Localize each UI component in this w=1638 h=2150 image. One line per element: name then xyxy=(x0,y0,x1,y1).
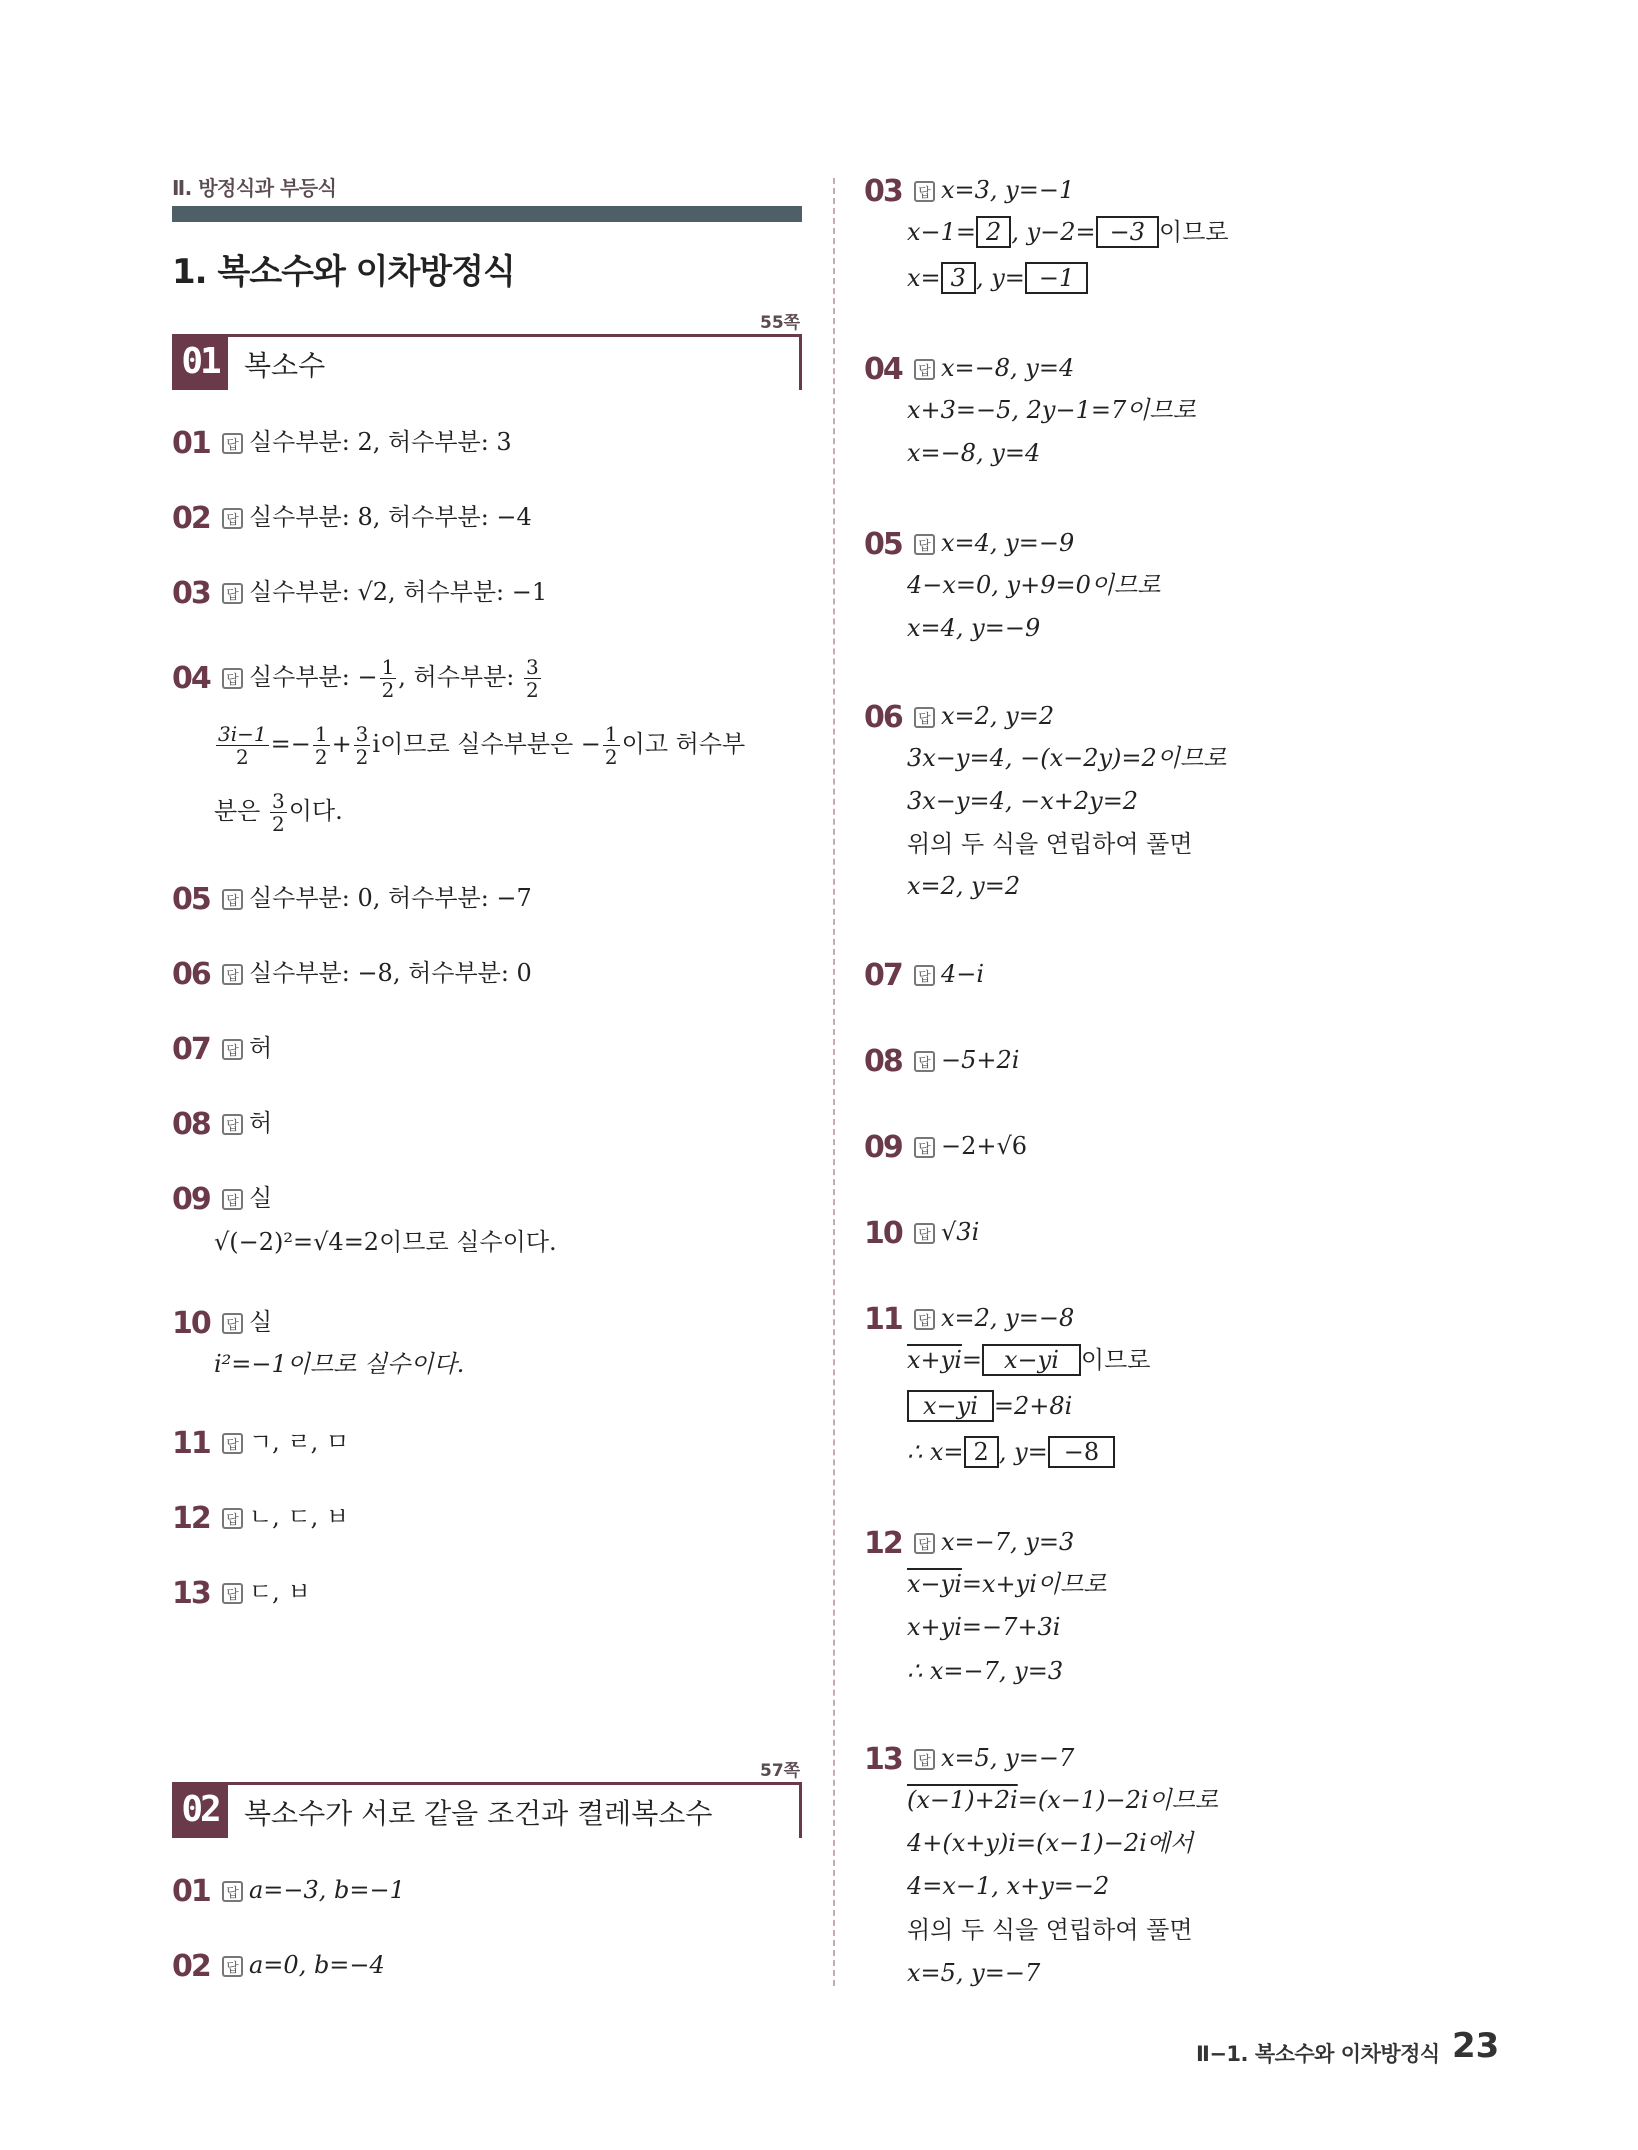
math-text: ∴ x= xyxy=(907,1438,964,1466)
unit-number: 01 xyxy=(172,334,228,390)
answer-icon: 답 xyxy=(222,1881,243,1902)
solution-line: 위의 두 식을 연립하여 풀면 xyxy=(907,830,1193,858)
answer-text: 4−i xyxy=(941,960,985,988)
fraction-denominator: 2 xyxy=(272,812,285,836)
solution-line: x=−8, y=4 xyxy=(907,439,1041,467)
math-text: = xyxy=(961,1346,982,1374)
item-number: 08 xyxy=(172,1106,210,1142)
fraction-denominator: 2 xyxy=(314,745,328,769)
solution-line xyxy=(907,1386,1072,1426)
answer-item xyxy=(172,1945,385,1987)
answer-item xyxy=(172,953,532,995)
math-text: 분은 xyxy=(214,797,268,825)
solution-line: 3x−y=4, −x+2y=2 xyxy=(907,787,1139,815)
fraction-numerator: 3 xyxy=(272,789,285,813)
item-number: 06 xyxy=(172,956,210,992)
answer-text: a=0, b=−4 xyxy=(249,1951,385,1979)
chapter-label: Ⅱ. 방정식과 부등식 xyxy=(172,176,337,200)
answer-text: x=−8, y=4 xyxy=(941,354,1075,382)
conjugate-expr: (x−1)+2i xyxy=(907,1786,1018,1814)
item-number: 13 xyxy=(172,1575,210,1611)
answer-icon: 답 xyxy=(222,1189,243,1210)
fraction-numerator: 1 xyxy=(314,722,328,746)
fraction-numerator: 1 xyxy=(604,722,618,746)
item-number: 05 xyxy=(864,526,902,562)
answer-icon: 답 xyxy=(914,707,935,728)
fraction-denominator: 2 xyxy=(526,678,539,702)
answer-text: √3i xyxy=(941,1218,980,1246)
item-number: 03 xyxy=(172,575,210,611)
solution-line: x=2, y=2 xyxy=(907,872,1021,900)
answer-icon: 답 xyxy=(914,1223,935,1244)
answer-icon: 답 xyxy=(222,1039,243,1060)
section-title: 1. 복소수와 이차방정식 xyxy=(172,252,515,292)
unit-header xyxy=(172,1782,802,1838)
answer-text: ㄴ, ㄷ, ㅂ xyxy=(249,1503,350,1531)
answer-icon: 답 xyxy=(914,1309,935,1330)
item-number: 02 xyxy=(172,500,210,536)
page-number: 23 xyxy=(1452,2026,1500,2066)
answer-text: 실수부분: 8, 허수부분: −4 xyxy=(249,503,532,531)
item-number: 08 xyxy=(864,1043,902,1079)
answer-item xyxy=(864,1738,1074,1780)
blank-box: x−yi xyxy=(907,1390,994,1422)
math-text: 이고 허수부 xyxy=(621,730,746,758)
answer-icon: 답 xyxy=(914,181,935,202)
item-number: 07 xyxy=(172,1031,210,1067)
math-text: =− xyxy=(270,730,311,758)
solution-line xyxy=(214,790,343,835)
item-number: 11 xyxy=(172,1425,210,1461)
answer-text: x=2, y=−8 xyxy=(941,1304,1075,1332)
answer-text: , 허수부분: xyxy=(398,663,523,691)
solution-line xyxy=(907,1780,1218,1820)
answer-icon: 답 xyxy=(914,1533,935,1554)
fraction-denominator: 2 xyxy=(604,745,618,769)
answer-text: 허 xyxy=(249,1034,273,1062)
blank-box: 2 xyxy=(964,1436,999,1468)
item-number: 10 xyxy=(864,1215,902,1251)
blank-box: x−yi xyxy=(982,1344,1081,1376)
answer-item xyxy=(864,523,1074,565)
answer-item xyxy=(864,348,1074,390)
item-number: 12 xyxy=(172,1500,210,1536)
item-number: 05 xyxy=(172,881,210,917)
item-number: 10 xyxy=(172,1305,210,1341)
answer-icon: 답 xyxy=(222,583,243,604)
solution-line xyxy=(907,258,1088,298)
unit-number: 02 xyxy=(172,1782,228,1838)
answer-text: 실 xyxy=(249,1308,273,1336)
unit-title: 복소수 xyxy=(244,349,326,382)
answer-text: 실수부분: 0, 허수부분: −7 xyxy=(249,884,532,912)
solution-line: 4+(x+y)i=(x−1)−2i에서 xyxy=(907,1829,1194,1857)
solution-line: i²=−1이므로 실수이다. xyxy=(214,1350,465,1378)
fraction-numerator: 3 xyxy=(355,722,369,746)
answer-item xyxy=(864,1040,1019,1082)
solution-line: √(−2)²=√4=2이므로 실수이다. xyxy=(214,1228,557,1256)
answer-text: x=4, y=−9 xyxy=(941,529,1075,557)
item-number: 04 xyxy=(864,351,902,387)
answer-item xyxy=(864,1212,979,1254)
math-text: , y= xyxy=(975,264,1025,292)
conjugate-expr: x+yi xyxy=(907,1346,962,1374)
math-text: , y= xyxy=(998,1438,1048,1466)
answer-icon: 답 xyxy=(914,359,935,380)
answer-icon: 답 xyxy=(222,508,243,529)
item-number: 03 xyxy=(864,173,902,209)
answer-icon: 답 xyxy=(222,1508,243,1529)
page-ref: 57쪽 xyxy=(760,1761,801,1781)
answer-icon: 답 xyxy=(222,1956,243,1977)
item-number: 02 xyxy=(172,1948,210,1984)
answer-icon: 답 xyxy=(914,534,935,555)
solution-line xyxy=(907,212,1229,252)
answer-icon: 답 xyxy=(914,965,935,986)
answer-text: ㄱ, ㄹ, ㅁ xyxy=(249,1428,350,1456)
item-number: 04 xyxy=(172,660,210,696)
unit-title: 복소수가 서로 같을 조건과 켤레복소수 xyxy=(244,1797,713,1830)
answer-text: 허 xyxy=(249,1109,273,1137)
answer-item xyxy=(864,170,1074,212)
answer-item xyxy=(172,656,543,701)
solution-line: 4−x=0, y+9=0이므로 xyxy=(907,571,1161,599)
answer-text: x=3, y=−1 xyxy=(941,176,1075,204)
math-text: =(x−1)−2i이므로 xyxy=(1017,1786,1219,1814)
solution-line xyxy=(214,723,745,768)
fraction-denominator: 2 xyxy=(381,678,395,702)
solution-line xyxy=(907,1564,1106,1604)
solution-line: 3x−y=4, −(x−2y)=2이므로 xyxy=(907,744,1227,772)
item-number: 13 xyxy=(864,1741,902,1777)
blank-box: 3 xyxy=(941,262,976,294)
answer-item xyxy=(172,1178,272,1220)
math-text: x= xyxy=(907,264,941,292)
item-number: 01 xyxy=(172,1873,210,1909)
math-text: 이다. xyxy=(288,797,343,825)
answer-item xyxy=(864,954,984,996)
answer-item xyxy=(172,878,532,920)
math-text: i이므로 실수부분은 − xyxy=(372,730,601,758)
answer-text: ㄷ, ㅂ xyxy=(249,1578,311,1606)
blank-box: −8 xyxy=(1048,1436,1115,1468)
item-number: 09 xyxy=(172,1181,210,1217)
answer-text: x=5, y=−7 xyxy=(941,1744,1075,1772)
page-ref: 55쪽 xyxy=(760,313,801,333)
answer-text: 실수부분: √2, 허수부분: −1 xyxy=(249,578,548,606)
footer-chapter: Ⅱ−1. 복소수와 이차방정식 xyxy=(1196,2042,1440,2066)
answer-icon: 답 xyxy=(222,668,243,689)
solution-line: x=4, y=−9 xyxy=(907,614,1041,642)
fraction-numerator: 3i−1 xyxy=(218,722,267,746)
answer-item xyxy=(172,1302,272,1344)
answer-icon: 답 xyxy=(914,1051,935,1072)
fraction-numerator: 3 xyxy=(526,655,539,679)
answer-text: x=2, y=2 xyxy=(941,702,1055,730)
answer-text: 실수부분: −8, 허수부분: 0 xyxy=(249,959,532,987)
fraction-denominator: 2 xyxy=(355,745,369,769)
answer-item xyxy=(172,1572,311,1614)
solution-line: x=5, y=−7 xyxy=(907,1959,1041,1987)
answer-icon: 답 xyxy=(914,1749,935,1770)
solution-line xyxy=(907,1432,1115,1472)
column-divider xyxy=(833,178,835,1986)
answer-text: −5+2i xyxy=(941,1046,1020,1074)
answer-text: 실수부분: 2, 허수부분: 3 xyxy=(249,428,512,456)
answer-icon: 답 xyxy=(222,433,243,454)
answer-text: x=−7, y=3 xyxy=(941,1528,1075,1556)
solution-line: ∴ x=−7, y=3 xyxy=(907,1657,1064,1685)
answer-item xyxy=(172,1028,272,1070)
math-text: 이므로 xyxy=(1159,218,1229,246)
fraction-numerator: 1 xyxy=(381,655,395,679)
answer-icon: 답 xyxy=(222,1313,243,1334)
answer-icon: 답 xyxy=(222,889,243,910)
item-number: 11 xyxy=(864,1301,902,1337)
math-text: + xyxy=(331,730,352,758)
item-number: 09 xyxy=(864,1129,902,1165)
answer-icon: 답 xyxy=(222,1114,243,1135)
math-text: =x+yi이므로 xyxy=(961,1570,1107,1598)
answer-item xyxy=(864,1298,1074,1340)
chapter-bar xyxy=(172,206,802,222)
answer-item xyxy=(172,1422,349,1464)
item-number: 06 xyxy=(864,699,902,735)
answer-item xyxy=(172,1103,272,1145)
solution-line: 위의 두 식을 연립하여 풀면 xyxy=(907,1916,1193,1944)
answer-item xyxy=(172,422,512,464)
answer-item xyxy=(864,1522,1074,1564)
fraction-denominator: 2 xyxy=(235,745,249,769)
item-number: 12 xyxy=(864,1525,902,1561)
solution-line: 4=x−1, x+y=−2 xyxy=(907,1872,1110,1900)
blank-box: 2 xyxy=(976,216,1011,248)
answer-icon: 답 xyxy=(914,1137,935,1158)
answer-text: −2+√6 xyxy=(941,1132,1028,1160)
answer-icon: 답 xyxy=(222,964,243,985)
conjugate-expr: x−yi xyxy=(907,1570,962,1598)
answer-item xyxy=(172,572,547,614)
math-text: x−1= xyxy=(907,218,977,246)
answer-text: 실수부분: − xyxy=(249,663,378,691)
blank-box: −1 xyxy=(1025,262,1088,294)
answer-item xyxy=(172,497,532,539)
solution-line: x+yi=−7+3i xyxy=(907,1613,1061,1641)
blank-box: −3 xyxy=(1096,216,1159,248)
item-number: 01 xyxy=(172,425,210,461)
answer-text: 실 xyxy=(249,1184,273,1212)
answer-icon: 답 xyxy=(222,1433,243,1454)
solution-line: x+3=−5, 2y−1=7이므로 xyxy=(907,396,1196,424)
math-text: , y−2= xyxy=(1011,218,1096,246)
math-text: 이므로 xyxy=(1080,1346,1151,1374)
answer-item xyxy=(864,1126,1027,1168)
answer-text: a=−3, b=−1 xyxy=(249,1876,405,1904)
answer-item xyxy=(864,696,1054,738)
math-text: =2+8i xyxy=(993,1392,1073,1420)
unit-header xyxy=(172,334,802,390)
answer-item xyxy=(172,1497,349,1539)
answer-item xyxy=(172,1870,405,1912)
answer-icon: 답 xyxy=(222,1583,243,1604)
item-number: 07 xyxy=(864,957,902,993)
solution-line xyxy=(907,1340,1150,1380)
